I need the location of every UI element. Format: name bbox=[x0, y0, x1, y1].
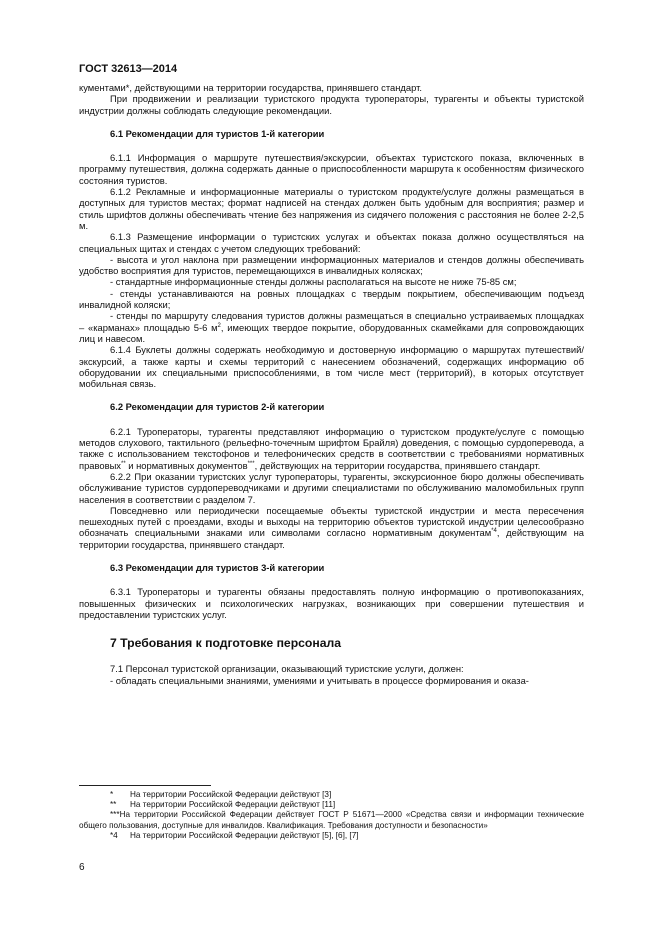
footnote-text: На территории Российской Федерации действует ГОСТ Р 51671—2000 «Средства связи и информации технические общего пользования, доступные для инвалидов. Квалификация. Требования доступности и безопасности» bbox=[79, 810, 584, 830]
footnote-marker: *** bbox=[110, 810, 120, 820]
section-heading-6-3: 6.3 Рекомендации для туристов 3-й категории bbox=[110, 561, 325, 573]
text: , действующим на территории государства, принявшего стандарт. bbox=[79, 527, 584, 550]
paragraph: кументами*, действующими на территории государства, принявшего стандарт. bbox=[79, 82, 422, 93]
text: , действующих на территории государства, принявшего стандарт. bbox=[254, 459, 541, 471]
paragraph-7-1: 7.1 Персонал туристской организации, оказывающий туристские услуги, должен: bbox=[110, 663, 464, 675]
footnote-text: На территории Российской Федерации действуют [11] bbox=[130, 800, 336, 810]
paragraph-6-1-4: 6.1.4 Буклеты должны содержать необходимую и достоверную информацию о маршрутах путешествий/экскурсий, а также карты и схемы территорий с нанесением обозначений, содержащих информацию об оборудовании их специальными приспособлениями, в том числе мест (территорий), в которых отсутствует мобильная связь. bbox=[79, 344, 584, 390]
footnote-ref: *** bbox=[247, 460, 255, 467]
list-item: - стенды устанавливаются на ровных площадках с твердым покрытием, обеспечивающим подъезд инвалидной коляски; bbox=[79, 287, 584, 311]
footnote-marker: * bbox=[110, 790, 114, 799]
section-heading-6-2: 6.2 Рекомендации для туристов 2-й категории bbox=[110, 401, 325, 413]
text: 6.2.1 Туроператоры, турагенты представляют информацию о туристском продукте/услуге с помощью методов слухового, тактильного (рельефно-точечным шрифтом Брайля) доведения, с помощью сурдоперевода, а также с использованием текстофонов и телефонических средств в соответствии с требованиями нормативных правовых bbox=[79, 425, 584, 471]
footnote bbox=[79, 790, 584, 800]
list-item: - стандартные информационные стенды должны располагаться на высоте не ниже 75-85 см; bbox=[110, 276, 517, 288]
document-header: ГОСТ 32613—2014 bbox=[79, 63, 178, 75]
list-item: - обладать специальными знаниями, умениями и учитывать в процессе формирования и оказа- bbox=[110, 674, 529, 686]
paragraph-6-1-3: 6.1.3 Размещение информации о туристских услугах и объектах показа должно осуществляться на специальных щитах и стендах с учетом следующих требований: bbox=[79, 231, 584, 254]
section-heading-7: 7 Требования к подготовке персонала bbox=[110, 636, 342, 651]
paragraph-6-1-2: 6.1.2 Рекламные и информационные материалы о туристском продукте/услуге должны размещаться в доступных для туристов местах; формат надписей на стендах должен быть удобным для восприятия; размер и стиль шрифтов должны обеспечивать чтение без напряжения из сидячего положения с расстояния не более 2-2,5 м. bbox=[79, 186, 584, 231]
footnote-text: На территории Российской Федерации действуют [5], [6], [7] bbox=[130, 830, 359, 840]
footnote-marker: *4 bbox=[110, 830, 118, 840]
footnote-text: На территории Российской Федерации действуют [3] bbox=[130, 790, 332, 799]
document-body bbox=[79, 82, 584, 686]
text: Повседневно или периодически посещаемые объекты туристской индустрии и места пересечения пешеходных путей с проездами, входы и выходы на территорию объектов туристской индустрии целесообразно обозначать специальными знаками или символами согласно нормативным документам bbox=[79, 504, 584, 539]
paragraph-6-1-1: 6.1.1 Информация о маршруте путешествия/экскурсии, объектах туристского показа, включенных в программу путешествия, должна содержать данные о приспособленности маршрута к особенностям физического состояния туристов. bbox=[79, 152, 584, 186]
text: и нормативных документов bbox=[125, 459, 248, 471]
list-item: - высота и угол наклона при размещении информационных материалов и стендов должны обеспечивать удобство восприятия для туристов, перемещающихся в инвалидных колясках; bbox=[79, 253, 584, 277]
footnote bbox=[79, 831, 584, 841]
paragraph: При продвижении и реализации туристского продукта туроператоры, турагенты и объекты туристской индустрии должны соблюдать следующие рекомендации. bbox=[79, 93, 584, 116]
text: - стенды по маршруту следования туристов должны размещаться в специально устраиваемых площадках – «карманах» площадью 5-6 м bbox=[79, 310, 584, 333]
footnote-ref: *4 bbox=[491, 528, 497, 535]
section-heading-6-1: 6.1 Рекомендации для туристов 1-й категории bbox=[110, 127, 325, 139]
footnote-ref: ** bbox=[121, 460, 126, 467]
list-item bbox=[79, 310, 584, 344]
paragraph bbox=[79, 505, 584, 550]
text: , имеющих твердое покрытие, оборудованных скамейками для сопровождающих лиц и навесом. bbox=[79, 321, 584, 344]
footnote bbox=[79, 800, 584, 810]
superscript: 2 bbox=[217, 322, 221, 329]
footnote-divider bbox=[79, 785, 211, 786]
page-number: 6 bbox=[79, 862, 85, 873]
paragraph-6-3-1: 6.3.1 Туроператоры и турагенты обязаны предоставлять полную информацию о противопоказаниях, повышенных физических и психологических нагрузках, возникающих при совершении путешествия и предоставлении туристских услуг. bbox=[79, 586, 584, 620]
paragraph-6-2-1 bbox=[79, 426, 584, 471]
footnote-marker: ** bbox=[110, 800, 117, 810]
paragraph-6-2-2: 6.2.2 При оказании туристских услуг туроператоры, турагенты, экскурсионное бюро должны обеспечивать обслуживание туристов сурдопереводчиками и другими специалистами по обслуживанию маломобильных групп населения в соответствии с разделом 7. bbox=[79, 470, 584, 505]
footnotes bbox=[79, 790, 584, 841]
footnote bbox=[79, 810, 584, 830]
